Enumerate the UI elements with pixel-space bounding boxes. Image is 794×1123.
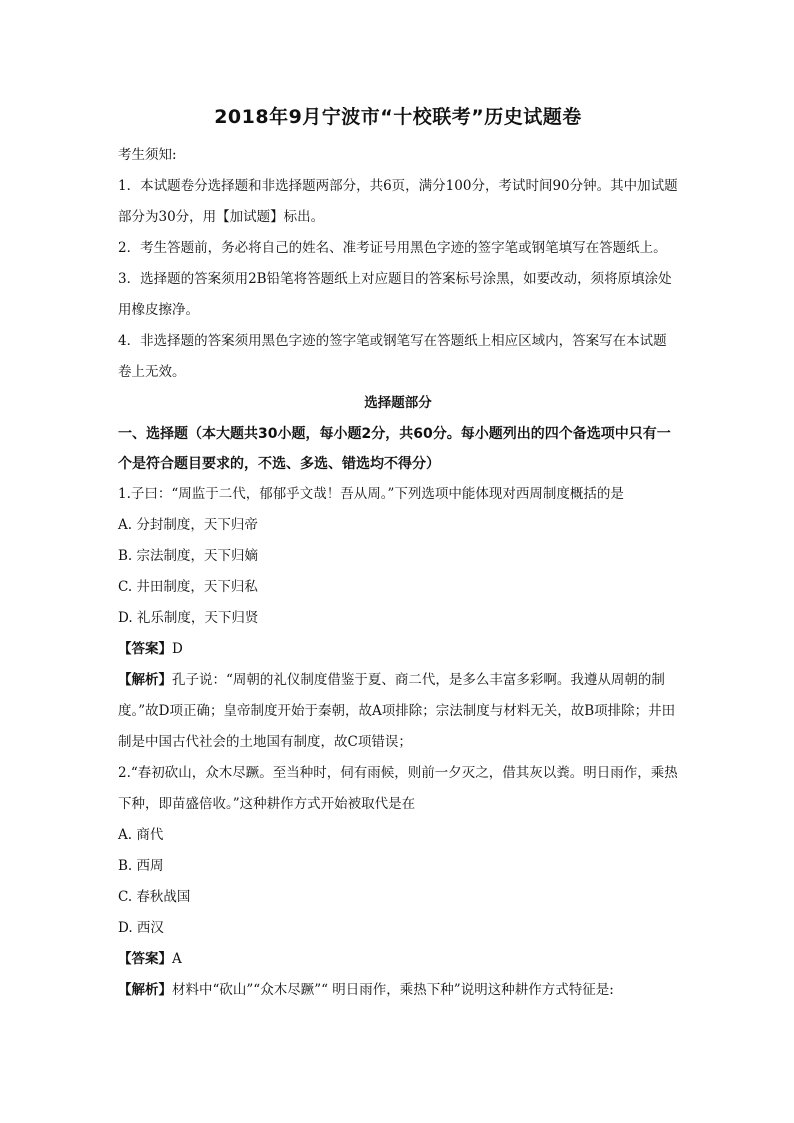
question-2-stem: 2.“春初砍山，众木尽蹶。至当种时，伺有雨候，则前一夕灭之，借其灰以粪。明日雨作，乘热下种，即苗盛倍收。”这种耕作方式开始被取代是在 xyxy=(118,765,678,812)
question-2-option-b: B. 西周 xyxy=(118,858,164,874)
question-1-stem: 1.子曰：“周监于二代，郁郁乎文哉！吾从周。”下列选项中能体现对西周制度概括的是 xyxy=(118,486,624,502)
answer-value: D xyxy=(172,641,183,657)
analysis-text: 材料中“砍山”“众木尽蹶”“ 明日雨作，乘热下种”说明这种耕作方式特征是: xyxy=(172,982,614,998)
notice-item-1: 1．本试题卷分选择题和非选择题两部分，共6页，满分100分，考试时间90分钟。其中加试题部分为30分，用【加试题】标出。 xyxy=(118,178,678,225)
question-1-analysis xyxy=(118,665,678,758)
exam-page xyxy=(118,102,678,1006)
section-title: 选择题部分 xyxy=(364,395,432,411)
notice-item-2: 2．考生答题前，务必将自己的姓名、准考证号用黑色字迹的签字笔或钢笔填写在答题纸上。 xyxy=(118,240,667,256)
notice-item-3: 3．选择题的答案须用2B铅笔将答题纸上对应题目的答案标号涂黑，如要改动，须将原填涂处用橡皮擦净。 xyxy=(118,271,672,318)
question-2-answer xyxy=(118,944,678,975)
notice-heading: 考生须知: xyxy=(118,147,177,163)
notice-item-4: 4．非选择题的答案须用黑色字迹的签字笔或钢笔写在答题纸上相应区域内，答案写在本试题卷上无效。 xyxy=(118,333,667,380)
question-1-option-b: B. 宗法制度，天下归嫡 xyxy=(118,548,259,564)
answer-label: 【答案】 xyxy=(118,641,172,657)
section-instructions: 一、选择题（本大题共30小题，每小题2分，共60分。每小题列出的四个备选项中只有一个是符合题目要求的，不选、多选、错选均不得分） xyxy=(118,426,671,472)
analysis-label: 【解析】 xyxy=(118,672,172,688)
answer-label: 【答案】 xyxy=(118,951,172,967)
question-1-option-a: A. 分封制度，天下归帝 xyxy=(118,517,258,533)
question-1-option-d: D. 礼乐制度，天下归贤 xyxy=(118,610,259,626)
analysis-text: 孔子说：“周朝的礼仪制度借鉴于夏、商二代，是多么丰富多彩啊。我遵从周朝的制度。”故D项正确；皇帝制度开始于秦朝，故A项排除；宗法制度与材料无关，故B项排除；井田制是中国古代社会的土地国有制度，故C项错误； xyxy=(118,672,676,750)
question-2-option-c: C. 春秋战国 xyxy=(118,889,191,905)
question-2-option-a: A. 商代 xyxy=(118,827,164,843)
question-1-option-c: C. 井田制度，天下归私 xyxy=(118,579,258,595)
answer-value: A xyxy=(172,951,182,967)
page-title: 2018年9月宁波市“十校联考”历史试题卷 xyxy=(214,106,582,128)
question-2-analysis xyxy=(118,975,678,1006)
question-1-answer xyxy=(118,634,678,665)
analysis-label: 【解析】 xyxy=(118,982,172,998)
question-2-option-d: D. 西汉 xyxy=(118,920,164,936)
